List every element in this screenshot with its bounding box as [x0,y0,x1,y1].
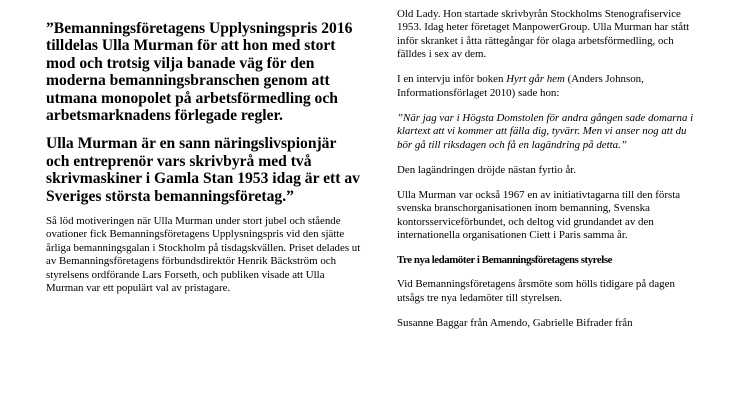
interview-intro-suffix: (Anders Johnson, Informationsförlaget 2010) sade hon: [397,73,644,99]
board-members-subheading: Tre nya ledamöter i Bemanningsföretagens styrelse [397,254,613,267]
interview-intro-prefix: I en intervju inför boken [397,73,507,86]
law-change-paragraph: Den lagändringen dröjde nästan fyrtio år. [397,163,577,176]
industry-organisation-paragraph: Ulla Murman var också 1967 en av initiativtagarna till den första svenska branschorganisationen inom bemanning, Svenska kontorsserviceförbundet, och deltog vid grundandet av den internationella organisationen Ciett i Paris samma år. [397,188,681,242]
left-column [46,20,362,296]
right-column [397,8,697,330]
interview-quote: ”När jag var i Högsta Domstolen för andra gången sade domarna i klartext att vi kommer att fälla dig, tyvärr. Men vi anser nog att du bör gå till riksdagen och få en lagändring på detta.” [397,111,694,151]
award-motivation-heading: ”Bemanningsföretagens Upplysningspris 2016 tilldelas Ulla Murman för att hon med stort mod och trotsig vilja banade väg för den moderna bemanningsbranschen genom att utmana monopolet på arbetsförmedling och arbetsmarknadens förlegade regler. [46,20,353,125]
award-ceremony-paragraph: Så löd motiveringen när Ulla Murman under stort jubel och stående ovationer fick Bemanningsföretagens Upplysningspris vid den sjätte årliga bemanningsgalan i Stockholm på tisdagskvällen. Priset delades ut av Bemanningsföretagens förbundsdirektör Henrik Bäckström och styrelsens ordförande Lars Forseth, och publiken visade att Ulla Murman var ett populärt val av pristagare. [46,215,361,295]
company-history-paragraph: Old Lady. Hon startade skrivbyrån Stockholms Stenografiservice 1953. Idag heter företaget ManpowerGroup. Ulla Murman har stått inför skranket i åtta rättegångar för olaga arbetsförmedling, och fälldes i sex av dem. [397,8,690,61]
book-title: Hyrt går hem [506,73,565,86]
pioneer-heading: Ulla Murman är en sann näringslivspionjär och entreprenör vars skrivbyrå med två skrivmaskiner i Gamla Stan 1953 idag är ett av Sveriges största bemanningsföretag.” [46,135,360,205]
annual-meeting-paragraph: Vid Bemanningsföretagens årsmöte som hölls tidigare på dagen utsågs tre nya ledamöter till styrelsen. [397,278,675,304]
interview-intro-paragraph [397,73,697,100]
new-members-paragraph: Susanne Baggar från Amendo, Gabrielle Bifrader från [397,316,633,329]
